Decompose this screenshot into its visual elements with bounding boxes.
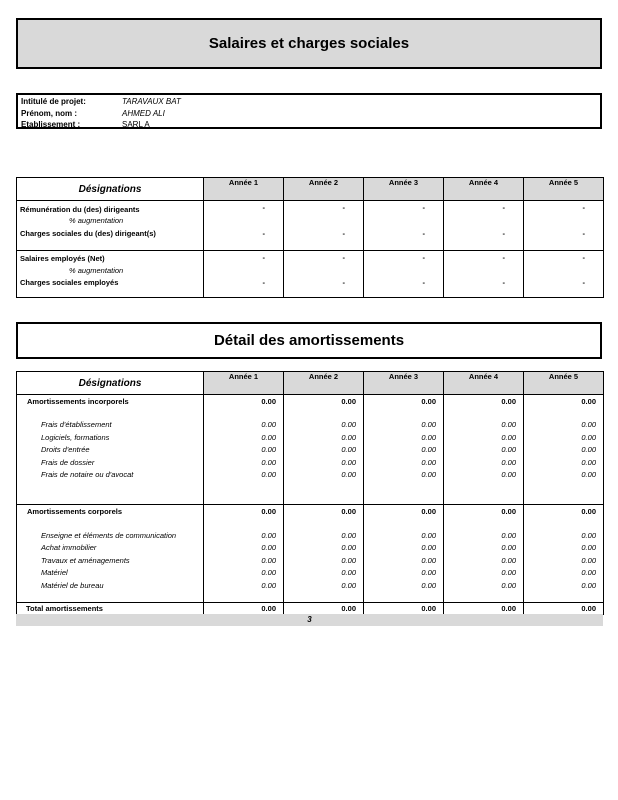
cell-value: -	[204, 227, 284, 241]
table-row	[17, 395, 604, 409]
cell-value: 0.00	[204, 603, 284, 615]
row-label: Logiciels, formations	[17, 431, 204, 444]
page-number: 3	[16, 614, 603, 626]
cell-value: -	[204, 276, 284, 289]
row-label: Rémunération du (des) dirigeants	[17, 201, 204, 215]
cell-value: 0.00	[524, 431, 604, 444]
row-label: Charges sociales du (des) dirigeant(s)	[17, 227, 204, 241]
salaries-year-header: Année 4	[444, 178, 524, 201]
cell-value: 0.00	[284, 395, 364, 409]
company-row	[18, 119, 600, 131]
cell-value: 0.00	[444, 469, 524, 482]
cell-value: 0.00	[204, 504, 284, 519]
cell-value: 0.00	[364, 542, 444, 555]
cell-value: 0.00	[524, 603, 604, 615]
row-label: Total amortissements	[17, 603, 204, 615]
row-label: Matériel	[17, 567, 204, 580]
row-label: Frais de dossier	[17, 456, 204, 469]
cell-value: 0.00	[524, 567, 604, 580]
cell-value: -	[364, 201, 444, 215]
cell-value: 0.00	[364, 567, 444, 580]
cell-value: 0.00	[364, 395, 444, 409]
project-label: Intitulé de projet:	[21, 97, 86, 106]
cell-value: 0.00	[444, 554, 524, 567]
cell-value: 0.00	[284, 456, 364, 469]
cell-value: 0.00	[444, 419, 524, 432]
cell-value: 0.00	[204, 567, 284, 580]
name-label: Prénom, nom :	[21, 108, 78, 118]
row-label: Amortissements corporels	[17, 504, 204, 519]
amort-header-row	[17, 372, 604, 395]
cell-value: 0.00	[204, 529, 284, 542]
cell-value: -	[284, 201, 364, 215]
row-label: Salaires employés (Net)	[17, 251, 204, 265]
row-label: % augmentation	[17, 265, 204, 276]
table-row	[17, 603, 604, 615]
company-value: SARL A	[122, 120, 150, 129]
amort-year-header: Année 3	[364, 372, 444, 395]
cell-value: 0.00	[444, 395, 524, 409]
cell-value: 0.00	[364, 579, 444, 592]
table-row	[17, 554, 604, 567]
table-row	[17, 276, 604, 289]
cell-value: 0.00	[444, 542, 524, 555]
table-row	[17, 542, 604, 555]
cell-value: 0.00	[444, 603, 524, 615]
row-label: % augmentation	[17, 215, 204, 227]
cell-value: 0.00	[284, 444, 364, 457]
cell-value: 0.00	[284, 579, 364, 592]
cell-value: -	[444, 201, 524, 215]
cell-value: 0.00	[284, 567, 364, 580]
row-label: Enseigne et éléments de communication	[17, 529, 204, 542]
cell-value: 0.00	[204, 444, 284, 457]
cell-value: 0.00	[524, 419, 604, 432]
name-row	[18, 108, 600, 120]
cell-value: -	[364, 227, 444, 241]
cell-value: -	[524, 276, 604, 289]
salaries-title-text: Salaires et charges sociales	[208, 35, 410, 52]
cell-value: -	[524, 201, 604, 215]
cell-value: 0.00	[524, 529, 604, 542]
table-row	[17, 251, 604, 265]
cell-value: 0.00	[364, 431, 444, 444]
cell-value: 0.00	[284, 504, 364, 519]
cell-value: 0.00	[444, 579, 524, 592]
cell-value: 0.00	[204, 469, 284, 482]
cell-value: -	[204, 251, 284, 265]
table-row	[17, 227, 604, 241]
salaries-title	[16, 18, 602, 69]
cell-value: -	[284, 276, 364, 289]
cell-value: 0.00	[204, 419, 284, 432]
cell-value: -	[524, 251, 604, 265]
cell-value: 0.00	[524, 456, 604, 469]
cell-value: 0.00	[364, 444, 444, 457]
row-label: Travaux et aménagements	[17, 554, 204, 567]
amort-year-header: Année 2	[284, 372, 364, 395]
cell-value: 0.00	[444, 456, 524, 469]
row-label: Amortissements incorporels	[17, 395, 204, 409]
table-row	[17, 419, 604, 432]
table-row	[17, 504, 604, 519]
cell-value: 0.00	[524, 542, 604, 555]
cell-value: 0.00	[444, 444, 524, 457]
cell-value: 0.00	[364, 504, 444, 519]
cell-value: 0.00	[364, 529, 444, 542]
cell-value: -	[364, 276, 444, 289]
salaries-designations-header: Désignations	[17, 178, 204, 201]
table-row	[17, 201, 604, 215]
row-label: Frais d'établissement	[17, 419, 204, 432]
cell-value: 0.00	[444, 529, 524, 542]
cell-value: 0.00	[364, 554, 444, 567]
cell-value: 0.00	[524, 395, 604, 409]
cell-value: 0.00	[524, 554, 604, 567]
amort-year-header: Année 4	[444, 372, 524, 395]
cell-value: 0.00	[524, 579, 604, 592]
row-label: Droits d'entrée	[17, 444, 204, 457]
name-value: AHMED ALI	[122, 108, 165, 118]
table-row	[17, 431, 604, 444]
cell-value: 0.00	[204, 579, 284, 592]
cell-value: 0.00	[364, 456, 444, 469]
cell-value: -	[284, 251, 364, 265]
salaries-year-header: Année 5	[524, 178, 604, 201]
cell-value: -	[444, 227, 524, 241]
cell-value: -	[364, 251, 444, 265]
project-info-box	[16, 93, 602, 129]
cell-value: 0.00	[284, 469, 364, 482]
cell-value: -	[444, 276, 524, 289]
amort-designations-header: Désignations	[17, 372, 204, 395]
table-row	[17, 469, 604, 482]
cell-value: 0.00	[284, 603, 364, 615]
table-row	[17, 456, 604, 469]
table-row	[17, 215, 604, 227]
salaries-year-header: Année 3	[364, 178, 444, 201]
cell-value: 0.00	[284, 431, 364, 444]
table-row	[17, 265, 604, 276]
cell-value: 0.00	[284, 419, 364, 432]
table-row	[17, 529, 604, 542]
cell-value: 0.00	[524, 469, 604, 482]
table-row	[17, 567, 604, 580]
amortissements-table	[16, 371, 604, 615]
cell-value: 0.00	[524, 504, 604, 519]
cell-value: 0.00	[524, 444, 604, 457]
cell-value: -	[284, 227, 364, 241]
table-row	[17, 444, 604, 457]
cell-value: 0.00	[204, 542, 284, 555]
row-label: Matériel de bureau	[17, 579, 204, 592]
cell-value: -	[524, 227, 604, 241]
cell-value: 0.00	[364, 603, 444, 615]
company-label: Etablissement :	[21, 120, 81, 129]
row-label: Achat immobilier	[17, 542, 204, 555]
salaries-year-header: Année 1	[204, 178, 284, 201]
project-row	[18, 96, 600, 108]
table-row	[17, 579, 604, 592]
cell-value: 0.00	[444, 431, 524, 444]
cell-value: 0.00	[444, 504, 524, 519]
cell-value: -	[444, 251, 524, 265]
cell-value: 0.00	[284, 542, 364, 555]
cell-value: 0.00	[364, 419, 444, 432]
salaries-header-row	[17, 178, 604, 201]
row-label: Charges sociales employés	[17, 276, 204, 289]
cell-value: 0.00	[204, 431, 284, 444]
amort-year-header: Année 5	[524, 372, 604, 395]
cell-value: 0.00	[204, 554, 284, 567]
project-value: TARAVAUX BAT	[122, 97, 181, 106]
salaries-table	[16, 177, 604, 298]
cell-value: 0.00	[444, 567, 524, 580]
cell-value: -	[204, 201, 284, 215]
cell-value: 0.00	[284, 554, 364, 567]
cell-value: 0.00	[204, 395, 284, 409]
cell-value: 0.00	[204, 456, 284, 469]
amortissements-title	[16, 322, 602, 359]
salaries-year-header: Année 2	[284, 178, 364, 201]
amort-year-header: Année 1	[204, 372, 284, 395]
amortissements-title-text: Détail des amortissements	[213, 332, 405, 349]
cell-value: 0.00	[284, 529, 364, 542]
cell-value: 0.00	[364, 469, 444, 482]
row-label: Frais de notaire ou d'avocat	[17, 469, 204, 482]
